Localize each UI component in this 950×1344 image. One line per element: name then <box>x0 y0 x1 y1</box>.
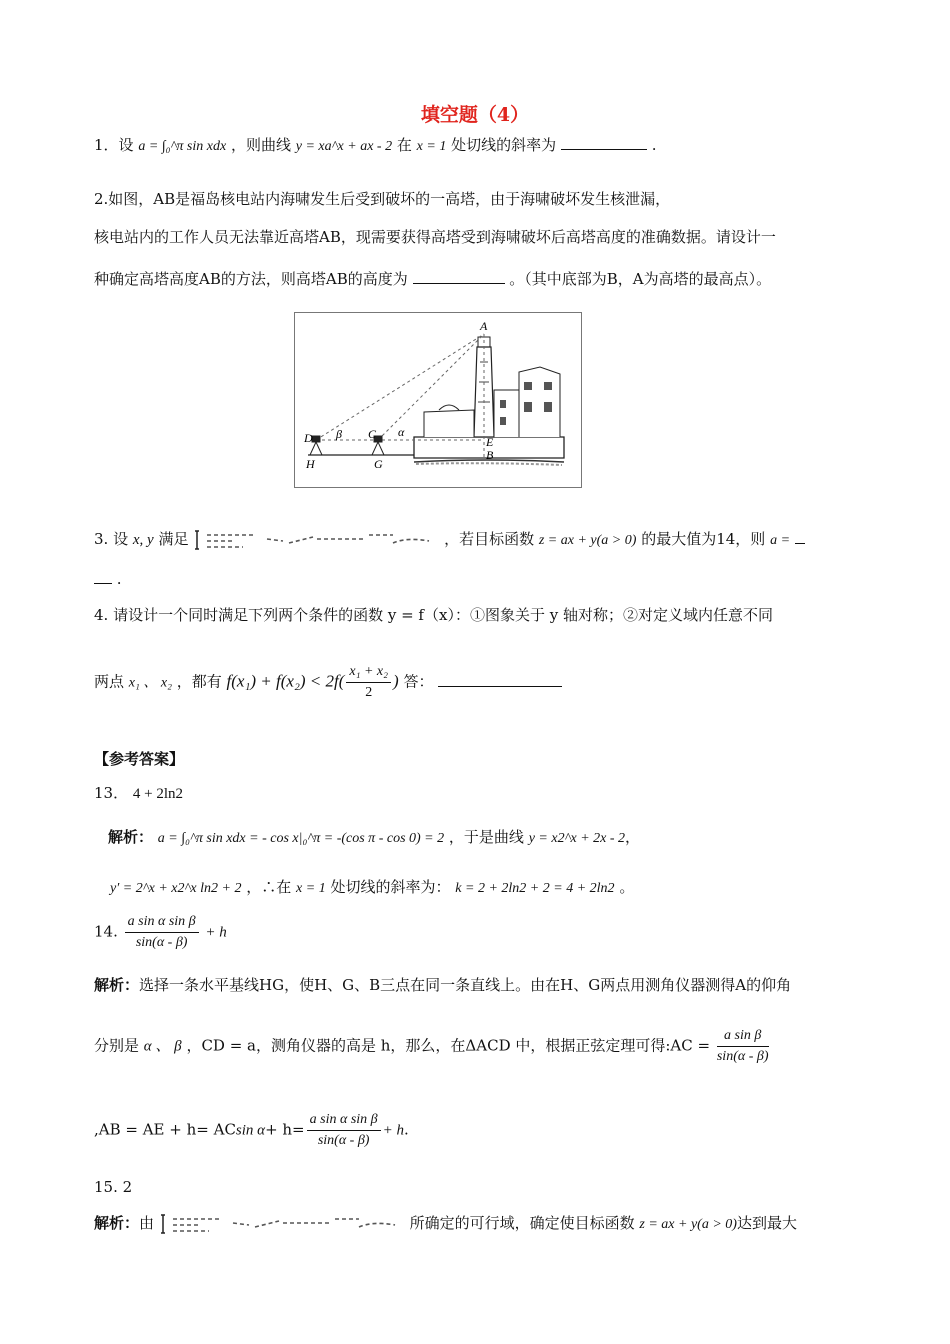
q2-line-2: 核电站内的工作人员无法靠近高塔AB，现需要获得高塔受到海啸破坏后高塔高度的准确数据。请设计一 <box>94 228 776 246</box>
q2-line-3a: 种确定高塔高度AB的方法，则高塔AB的高度为 <box>94 270 408 288</box>
label-h: H <box>306 457 315 471</box>
q3-vars: x, y <box>132 532 154 548</box>
q3-answer-blank[interactable] <box>795 543 805 544</box>
a14-label: 解析： <box>94 976 140 994</box>
q1-at: 在 <box>396 136 412 154</box>
a13-line-2c: 处切线的斜率为： <box>330 878 451 896</box>
a14-line-3c: + h= <box>265 1120 305 1139</box>
question-1 <box>94 134 656 155</box>
q2-line-1: 2.如图，AB是福岛核电站内海啸发生后受到破坏的一高塔，由于海啸破坏发生核泄漏， <box>94 190 671 208</box>
page-title: 填空题（4） <box>420 104 530 126</box>
a13-line-2b: ，∴在 <box>246 878 292 896</box>
q4-answer-label: 答： <box>403 672 434 691</box>
answer-13 <box>94 782 183 803</box>
q2-line-3 <box>94 268 771 289</box>
q4-line-1: 4. 请设计一个同时满足下列两个条件的函数 y = f（x）：①图象关于 y 轴对称；②对定义域内任意不同 <box>94 606 773 624</box>
a14-line-1-text: 选择一条水平基线HG，使H、G、B三点在同一条直线上。由在H、G两点用测角仪器测得A的仰角 <box>139 976 792 994</box>
a14-fraction <box>125 914 199 951</box>
q1-integral: a = ∫₀^π sin xdx <box>138 139 227 154</box>
q2-line-3b: 。（其中底部为B，A为高塔的最高点）。 <box>509 270 772 288</box>
a13-point: x = 1 <box>296 881 326 896</box>
q4-line-2b: ，都有 <box>176 672 222 691</box>
label-g: G <box>374 457 383 471</box>
a15-line-1 <box>94 1212 797 1235</box>
q3-tail: 的最大值为14，则 <box>641 530 766 548</box>
building-mid <box>494 390 519 437</box>
a15-line-1b: 所确定的可行域，确定使目标函数 <box>409 1214 635 1232</box>
a14-line-3b: sin α <box>235 1122 266 1139</box>
q1-curve: y = xa^x + ax - 2 <box>295 139 393 154</box>
question-3 <box>94 528 805 551</box>
a14-frac-den: sin(α - β) <box>135 935 188 950</box>
q1-end: . <box>651 136 657 154</box>
a15-line-1a: 由 <box>139 1214 155 1232</box>
q3-objective: z = ax + y(a > 0) <box>538 533 637 548</box>
label-alpha: α <box>398 425 405 439</box>
q4-frac-den: 2 <box>365 685 373 700</box>
q1-text: ，则曲线 <box>230 136 291 154</box>
a14-number: 14. <box>94 922 118 941</box>
a13-line-1: 解析： a = ∫₀^π sin xdx = - cos x|₀^π = -(cos π - cos 0) = 2 ，于是曲线 y = x2^x + 2x - 2， <box>108 828 641 846</box>
a13-label: 解析： <box>108 828 154 846</box>
a14-line-3-fraction <box>307 1112 381 1149</box>
a15-label: 解析： <box>94 1214 140 1232</box>
q4-close: ) <box>393 671 399 691</box>
a14-end: . <box>404 1120 409 1139</box>
q1-point: x = 1 <box>416 139 447 154</box>
a14-line-2 <box>94 1028 771 1065</box>
q4-inequality: f(x₁) + f(x₂) < 2f( <box>226 671 345 691</box>
q3-answer-blank-cont[interactable] <box>94 583 112 584</box>
q3-line-2 <box>94 570 122 588</box>
q3-ask: a = <box>770 533 791 548</box>
a14-ac-fraction <box>717 1028 769 1065</box>
a15-constraints-image <box>159 1213 405 1235</box>
a14-line-3 <box>94 1112 409 1149</box>
q3-mid: 满足 <box>158 530 189 548</box>
a14-triangle: Δ <box>465 1036 477 1055</box>
a14-line-3d: + h <box>382 1122 405 1139</box>
a14-plus-h: + h <box>205 924 227 941</box>
q4-fraction <box>346 664 391 701</box>
answer-14 <box>94 914 227 951</box>
q1-answer-blank[interactable] <box>561 149 647 150</box>
a13-curve: y = x2^x + 2x - 2 <box>528 831 626 846</box>
answers-header: 【参考答案】 <box>94 750 185 768</box>
label-c: C <box>368 427 377 441</box>
q4-answer-blank[interactable] <box>438 686 562 687</box>
answer-15: 15. 2 <box>94 1178 133 1196</box>
building-left <box>424 410 474 437</box>
a14-line-2a: 分别是 <box>94 1036 140 1055</box>
q1-number: 1．设 <box>94 136 134 154</box>
a13-integral: a = ∫₀^π sin xdx = - cos x|₀^π = -(cos π - cos 0) = 2 <box>157 831 445 846</box>
label-beta: β <box>336 427 342 441</box>
a14-line-2b: ，CD = a，测角仪器的高是 h，那么，在 <box>186 1036 466 1055</box>
a14-ac-num: a sin β <box>717 1028 769 1047</box>
a13-line-1b: ，于是曲线 <box>448 828 524 846</box>
a13-end: 。 <box>619 878 635 896</box>
a14-ac-den: sin(α - β) <box>716 1049 769 1064</box>
q1-tail: 处切线的斜率为 <box>451 136 557 154</box>
q3-after: ，若目标函数 <box>444 530 535 548</box>
a14-angles: α 、 β <box>143 1038 182 1055</box>
q3-number: 3. 设 <box>94 530 129 548</box>
a14-line-3-num: a sin α sin β <box>307 1112 381 1131</box>
a13-value: 4 + 2ln2 <box>132 786 184 802</box>
q2-answer-blank[interactable] <box>413 283 505 284</box>
a14-line-2c: ACD 中，根据正弦定理可得:AC = <box>476 1036 711 1055</box>
a13-derivative: y′ = 2^x + x2^x ln2 + 2 <box>110 881 242 896</box>
a15-objective: z = ax + y(a > 0) <box>639 1217 737 1232</box>
label-e: E <box>486 435 494 449</box>
a14-frac-num: a sin α sin β <box>125 914 199 933</box>
label-b: B <box>486 448 494 462</box>
tower-diagram <box>294 312 582 488</box>
a13-number: 13． <box>94 784 129 802</box>
q4-line-2 <box>94 664 562 701</box>
label-a: A <box>480 319 488 333</box>
a14-line-3a: ,AB = AE + h= AC <box>94 1120 236 1139</box>
q3-constraints-image <box>193 529 439 551</box>
q4-line-2a: 两点 <box>94 672 125 691</box>
label-d: D <box>304 431 313 445</box>
a14-line-3-den: sin(α - β) <box>317 1133 370 1148</box>
a14-line-1 <box>94 974 791 995</box>
a13-slope: k = 2 + 2ln2 + 2 = 4 + 2ln2 <box>455 881 615 896</box>
q4-frac-num: x₁ + x₂ <box>346 664 391 683</box>
q4-points: x₁ 、 x₂ <box>128 675 172 691</box>
tower-figure <box>294 312 582 488</box>
a15-line-1c: 达到最大 <box>736 1214 797 1232</box>
q3-end: . <box>116 570 122 588</box>
a13-line-2 <box>110 876 634 897</box>
